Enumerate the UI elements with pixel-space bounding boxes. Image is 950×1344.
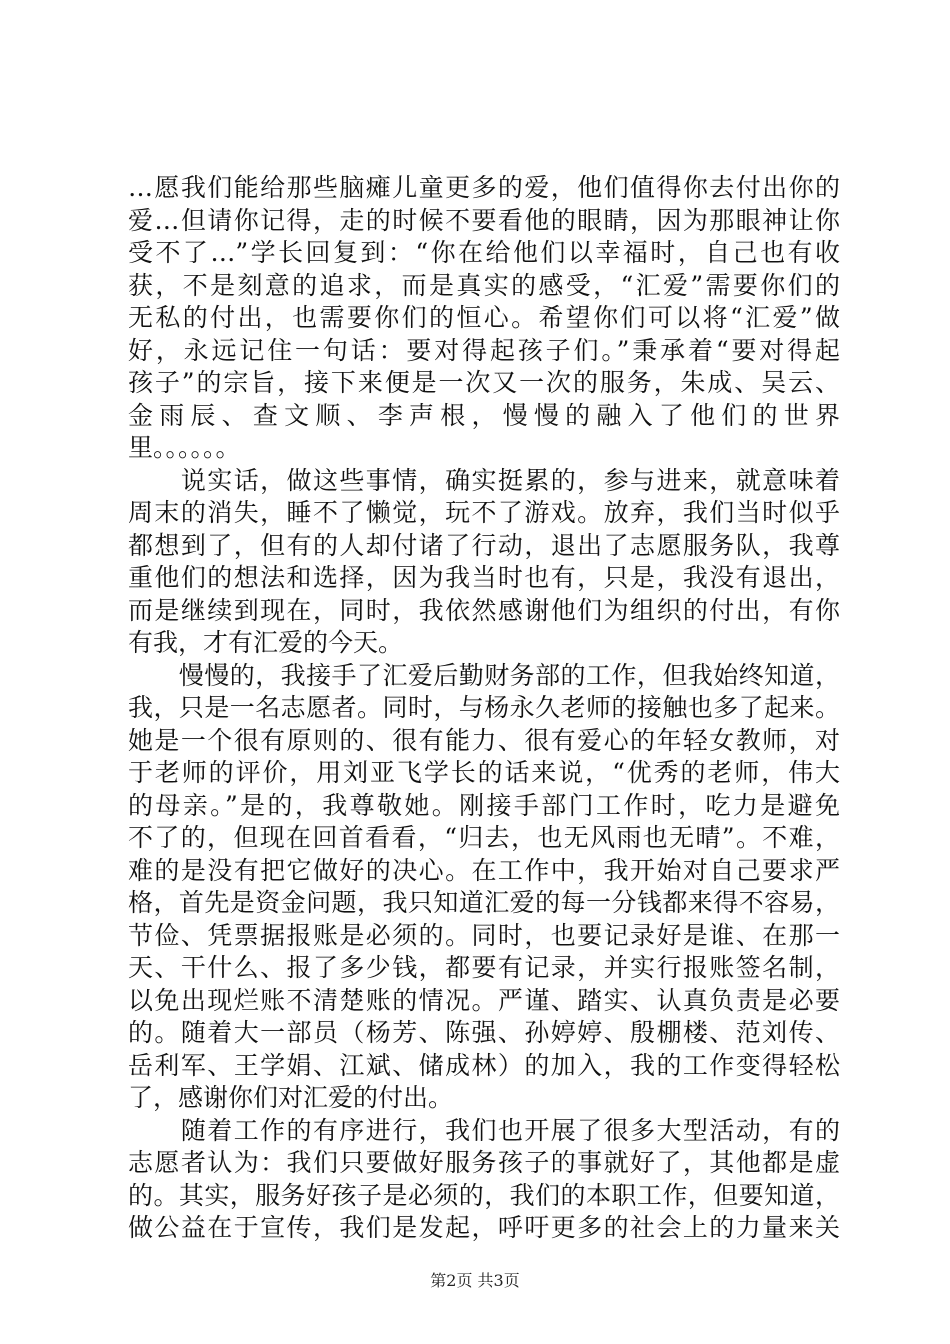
text-line: 好，永远记住一句话：要对得起孩子们。”秉承着“要对得起 — [128, 335, 840, 365]
text-line: 孩子”的宗旨，接下来便是一次又一次的服务，朱成、吴云、 — [128, 368, 840, 397]
text-line: 的母亲。”是的，我尊敬她。刚接手部门工作时，吃力是避免 — [128, 790, 840, 820]
document-body — [128, 172, 840, 1245]
text-line: 获，不是刻意的追求，而是真实的感受，“汇爱”需要你们的 — [128, 270, 840, 300]
text-line: 格，首先是资金问题，我只知道汇爱的每一分钱都来得不容易， — [128, 888, 840, 917]
text-line: 都想到了，但有的人却付诸了行动，退出了志愿服务队，我尊 — [128, 530, 840, 560]
text-line: 的。其实，服务好孩子是必须的，我们的本职工作，但要知道， — [128, 1180, 840, 1210]
text-line: 爱…但请你记得，走的时候不要看他的眼睛，因为那眼神让你 — [128, 205, 840, 235]
text-line: 里。。。。。。 — [128, 433, 241, 462]
text-line: 我，只是一名志愿者。同时，与杨永久老师的接触也多了起来。 — [128, 693, 840, 722]
paragraph — [128, 1115, 840, 1245]
page-number-footer: 第2页 共3页 — [430, 1271, 520, 1290]
text-line: 了，感谢你们对汇爱的付出。 — [128, 1083, 454, 1112]
text-line: 的。随着大一部员（杨芳、陈强、孙婷婷、殷棚楼、范刘传、 — [128, 1018, 840, 1047]
text-line: 以免出现烂账不清楚账的情况。严谨、踏实、认真负责是必要 — [128, 985, 840, 1015]
text-line: 金雨辰、查文顺、李声根，慢慢的融入了他们的世界 — [128, 400, 840, 430]
text-line: 重他们的想法和选择，因为我当时也有，只是，我没有退出， — [128, 563, 840, 592]
text-line: 志愿者认为：我们只要做好服务孩子的事就好了，其他都是虚 — [128, 1148, 840, 1177]
text-line: 慢慢的，我接手了汇爱后勤财务部的工作，但我始终知道， — [128, 660, 840, 690]
text-line: 岳利军、王学娟、江斌、储成林）的加入，我的工作变得轻松 — [128, 1050, 840, 1080]
text-line: 于老师的评价，用刘亚飞学长的话来说，“优秀的老师，伟大 — [128, 758, 840, 787]
text-line: …愿我们能给那些脑瘫儿童更多的爱，他们值得你去付出你的 — [128, 173, 840, 202]
text-line: 有我，才有汇爱的今天。 — [128, 628, 404, 657]
text-line: 节俭、凭票据报账是必须的。同时，也要记录好是谁、在那一 — [128, 920, 840, 950]
text-line: 不了的，但现在回首看看，“归去，也无风雨也无晴”。不难， — [128, 823, 840, 852]
text-line: 难的是没有把它做好的决心。在工作中，我开始对自己要求严 — [128, 855, 840, 885]
paragraph — [128, 465, 840, 660]
text-line: 她是一个很有原则的、很有能力、很有爱心的年轻女教师，对 — [128, 725, 840, 755]
paragraph — [128, 660, 840, 1115]
text-line: 周末的消失，睡不了懒觉，玩不了游戏。放弃，我们当时似乎 — [128, 498, 840, 527]
text-line: 随着工作的有序进行，我们也开展了很多大型活动，有的 — [128, 1115, 840, 1145]
text-line: 做公益在于宣传，我们是发起，呼吁更多的社会上的力量来关 — [128, 1213, 840, 1242]
text-line: 无私的付出，也需要你们的恒心。希望你们可以将“汇爱”做 — [128, 303, 840, 332]
text-line: 说实话，做这些事情，确实挺累的，参与进来，就意味着 — [128, 465, 840, 495]
text-line: 而是继续到现在，同时，我依然感谢他们为组织的付出，有你 — [128, 595, 840, 625]
paragraph — [128, 172, 840, 465]
text-line: 天、干什么、报了多少钱，都要有记录，并实行报账签名制， — [128, 953, 840, 982]
text-line: 受不了…”学长回复到：“你在给他们以幸福时，自己也有收 — [128, 238, 840, 267]
